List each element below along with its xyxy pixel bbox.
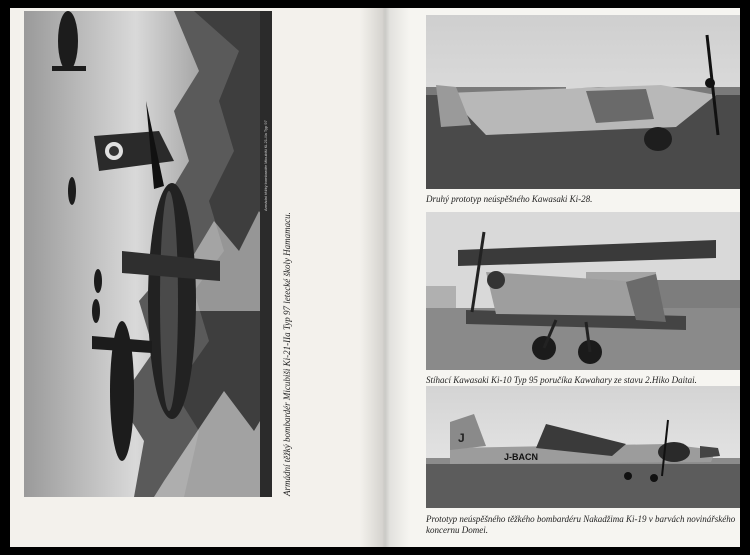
book-gutter (360, 8, 410, 547)
tail-marking: J (458, 431, 465, 445)
ki28-caption: Druhý prototyp neúspěšného Kawasaki Ki-28. (426, 194, 593, 204)
aircraft-registration: J-BACN (504, 452, 539, 462)
ki10-caption: Stíhací Kawasaki Ki-10 Typ 95 poručíka Kawahary ze stavu 2.Hiko Daitai. (426, 375, 697, 385)
photo-inscription: Armádní těžký bombardér Micubiši Ki-21-IIa Typ 97 (263, 120, 268, 211)
ki10-illustration (426, 212, 740, 370)
bomber-formation-illustration (24, 11, 272, 497)
left-photo-caption: Armádní těžký bombardér Micubiši Ki-21-IIa Typ 97 letecké školy Hamamacu. (282, 212, 292, 496)
ki10-fighter-photo (426, 212, 740, 370)
right-page (384, 8, 740, 547)
ki28-prototype-photo (426, 15, 740, 189)
ki19-bomber-photo (426, 386, 740, 508)
ki21-bomber-formation-photo (24, 11, 272, 497)
ki19-caption: Prototyp neúspěšného těžkého bombardéru Nakadžima Ki-19 v barvách novinářského koncernu Domei. (426, 514, 736, 535)
ki19-illustration (426, 386, 740, 508)
left-page (10, 8, 384, 547)
ki28-illustration (426, 15, 740, 189)
